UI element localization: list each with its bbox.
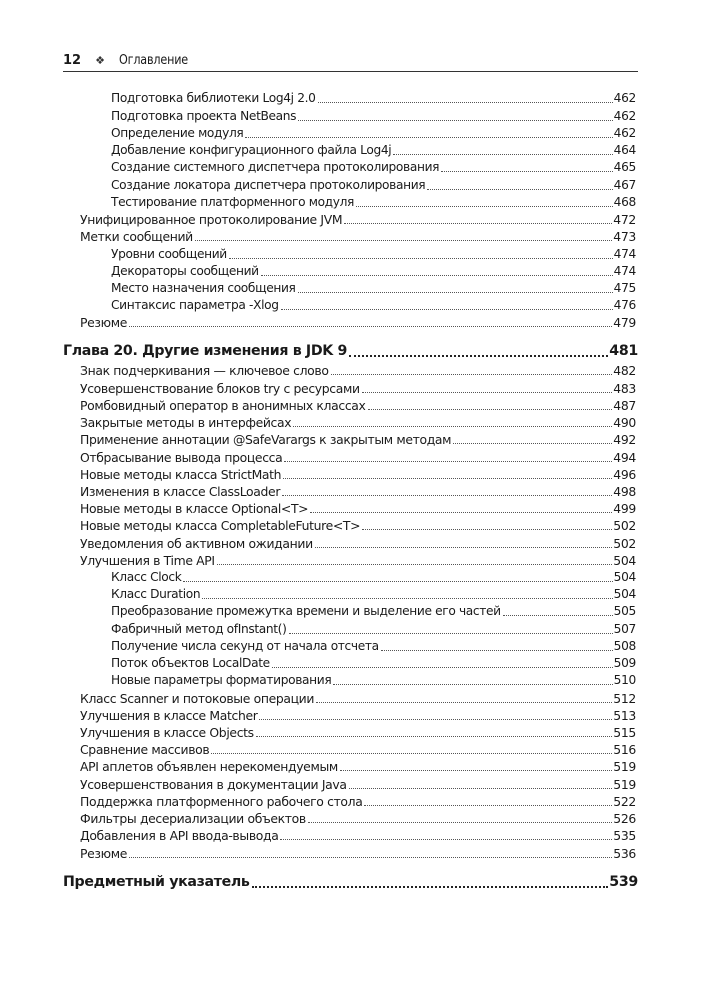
toc-entry-page: 522 [613,794,636,809]
dot-leader [282,495,612,496]
toc-entry-page: 475 [613,281,636,295]
toc-entry-title: Класс Scanner и потоковые операции [80,691,315,706]
header-rule [63,71,638,72]
toc-entry-page: 492 [613,432,636,447]
toc-entry-page: 472 [613,212,636,227]
toc-entry[interactable] [80,690,636,707]
toc-entry[interactable] [111,621,636,638]
toc-chapter-entry[interactable] [63,872,638,892]
toc-entry-title: Усовершенствование блоков try с ресурсами [80,381,360,396]
toc-entry-page: 481 [609,343,638,359]
toc-entry-page: 505 [613,604,636,618]
dot-leader [272,667,613,668]
toc-entry-title: Сравнение массивов [80,742,210,757]
dot-leader [293,426,612,427]
toc-entry[interactable] [80,707,636,724]
toc-entry-page: 536 [613,846,636,861]
toc-entry-title: Изменения в классе ClassLoader [80,484,281,499]
toc-entry[interactable] [111,672,636,689]
toc-entry-page: 462 [613,109,636,123]
toc-entry-title: Унифицированное протоколирование JVM [80,212,343,227]
dot-leader [318,102,613,103]
toc-entry-page: 468 [613,195,636,209]
toc-entry-title: Улучшения в классе Objects [80,725,254,740]
toc-entry-title: Подготовка библиотеки Log4j 2.0 [111,91,316,105]
dot-leader [283,478,612,479]
dot-leader [308,822,612,823]
toc-entry-page: 504 [613,570,636,584]
dot-leader [256,736,612,737]
dot-leader [217,564,613,565]
toc-entry-title: Закрытые методы в интерфейсах [80,415,292,430]
toc-chapter-entry[interactable] [63,341,638,361]
toc-entry-title: Глава 20. Другие изменения в JDK 9 [63,343,348,359]
toc-entry-title: Декораторы сообщений [111,264,259,278]
dot-leader [280,839,612,840]
toc-entry-title: Улучшения в Time API [80,553,215,568]
toc-entry-title: Знак подчеркивания — ключевое слово [80,363,329,378]
ornament-icon: ❖ [95,53,105,67]
dot-leader [298,120,612,121]
toc-entry-page: 483 [613,381,636,396]
toc-entry[interactable] [80,483,636,500]
dot-leader [356,206,613,207]
toc-entry[interactable] [80,380,636,397]
toc-entry-title: Определение модуля [111,126,244,140]
toc-entry-title: Метки сообщений [80,229,193,244]
dot-leader [344,223,612,224]
toc-entry-title: Улучшения в классе Matcher [80,708,258,723]
toc-entry[interactable] [80,776,636,793]
dot-leader [362,392,613,393]
toc-entry[interactable] [111,194,636,211]
dot-leader [229,258,613,259]
toc-entry-page: 535 [613,828,636,843]
toc-entry-page: 519 [613,777,636,792]
toc-entry-title: Новые методы класса StrictMath [80,467,282,482]
toc-entry[interactable] [80,552,636,569]
toc-entry[interactable] [80,517,636,534]
toc-entry-title: Тестирование платформенного модуля [111,195,355,209]
toc-entry-page: 502 [613,536,636,551]
toc-entry[interactable] [111,655,636,672]
toc-entry-title: Класс Duration [111,587,201,601]
dot-leader [245,137,612,138]
toc-entry[interactable] [111,297,636,314]
toc-entry-page: 490 [613,415,636,430]
toc-entry[interactable] [111,159,636,176]
dot-leader [381,650,613,651]
toc-entry[interactable] [80,741,636,758]
toc-entry-title: Место назначения сообщения [111,281,296,295]
dot-leader [453,443,612,444]
toc-entry[interactable] [80,314,636,331]
toc-entry-title: Класс Clock [111,570,182,584]
toc-entry[interactable] [80,466,636,483]
dot-leader [183,581,612,582]
toc-entry-page: 464 [613,143,636,157]
toc-entry-page: 499 [613,501,636,516]
dot-leader [427,189,612,190]
toc-entry-title: Поддержка платформенного рабочего стола [80,794,363,809]
toc-entry[interactable] [80,362,636,379]
dot-leader [441,171,612,172]
toc-entry[interactable] [80,845,636,862]
toc-entry[interactable] [80,211,636,228]
dot-leader [129,857,612,858]
toc-entry[interactable] [80,397,636,414]
toc-entry[interactable] [111,177,636,194]
toc-entry[interactable] [80,758,636,775]
dot-leader [349,788,613,789]
toc-entry-page: 515 [613,725,636,740]
toc-entry-title: Синтаксис параметра -Xlog [111,298,279,312]
toc-entry-page: 513 [613,708,636,723]
dot-leader [368,409,613,410]
toc-entry-page: 487 [613,398,636,413]
toc-entry-page: 509 [613,656,636,670]
toc-entry-page: 462 [613,126,636,140]
toc-entry-title: Поток объектов LocalDate [111,656,270,670]
toc-entry-page: 539 [609,874,638,890]
toc-entry[interactable] [111,263,636,280]
toc-entry-title: Подготовка проекта NetBeans [111,109,297,123]
dot-leader [202,598,612,599]
toc-entry[interactable] [111,569,636,586]
dot-leader [259,719,612,720]
dot-leader [310,512,612,513]
toc-entry-page: 519 [613,759,636,774]
toc-entry-title: Новые методы в классе Optional<T> [80,501,309,516]
toc-entry-page: 467 [613,178,636,192]
toc-entry-page: 512 [613,691,636,706]
toc-entry[interactable] [111,280,636,297]
toc-entry-title: Уровни сообщений [111,247,227,261]
toc-entry-page: 494 [613,450,636,465]
dot-leader [349,355,608,357]
dot-leader [340,770,612,771]
toc-entry-title: Отбрасывание вывода процесса [80,450,283,465]
toc-entry[interactable] [111,586,636,603]
dot-leader [315,547,612,548]
page-number: 12 [63,52,82,68]
toc-entry-title: Уведомления об активном ожидании [80,536,313,551]
toc-entry-page: 476 [613,298,636,312]
toc-entry[interactable] [111,638,636,655]
toc-entry-title: Усовершенствования в документации Java [80,777,347,792]
header-title: Оглавление [118,52,188,68]
toc-entry-page: 510 [613,673,636,687]
toc-entry[interactable] [80,449,636,466]
toc-entry[interactable] [111,90,636,107]
toc-entry[interactable] [80,431,636,448]
toc-entry-title: Создание локатора диспетчера протоколирования [111,178,426,192]
toc-entry[interactable] [111,246,636,263]
toc-entry-page: 462 [613,91,636,105]
toc-entry[interactable] [80,724,636,741]
toc-entry-page: 504 [613,587,636,601]
toc-entry[interactable] [80,827,636,844]
toc-entry-title: Применение аннотации @SafeVarargs к закрытым методам [80,432,452,447]
toc-entry-page: 516 [613,742,636,757]
toc-entry-page: 507 [613,622,636,636]
toc-entry-page: 482 [613,363,636,378]
dot-leader [211,753,612,754]
toc-entry-title: Ромбовидный оператор в анонимных классах [80,398,366,413]
running-header [63,50,638,70]
dot-leader [289,633,613,634]
toc-entry-page: 465 [613,160,636,174]
dot-leader [298,292,613,293]
toc-entry[interactable] [111,603,636,620]
toc-entry[interactable] [111,142,636,159]
dot-leader [362,529,612,530]
toc-entry[interactable] [80,414,636,431]
dot-leader [284,461,612,462]
toc-entry[interactable] [80,793,636,810]
dot-leader [393,154,612,155]
toc-entry[interactable] [80,810,636,827]
toc-entry-title: Получение числа секунд от начала отсчета [111,639,379,653]
dot-leader [195,240,612,241]
toc-entry-page: 496 [613,467,636,482]
toc-entry-page: 498 [613,484,636,499]
toc-entry[interactable] [80,500,636,517]
dot-leader [316,702,612,703]
dot-leader [364,805,612,806]
toc-entry-title: Добавления в API ввода-вывода [80,828,279,843]
toc-entry-title: Резюме [80,846,127,861]
toc-entry-page: 474 [613,247,636,261]
toc-entry[interactable] [111,125,636,142]
toc-entry-title: Новые методы класса CompletableFuture<T> [80,518,361,533]
toc-entry-page: 504 [613,553,636,568]
dot-leader [281,309,613,310]
toc-entry-page: 526 [613,811,636,826]
toc-entry-title: Добавление конфигурационного файла Log4j [111,143,392,157]
toc-entry-title: API аплетов объявлен нерекомендуемым [80,759,338,774]
dot-leader [503,615,613,616]
toc-entry-title: Фильтры десериализации объектов [80,811,306,826]
toc-entry[interactable] [111,108,636,125]
toc-entry-page: 502 [613,518,636,533]
toc-entry-page: 473 [613,229,636,244]
toc-entry[interactable] [80,535,636,552]
toc-entry-page: 479 [613,315,636,330]
dot-leader [333,684,612,685]
toc-entry-title: Создание системного диспетчера протоколирования [111,160,440,174]
dot-leader [129,326,612,327]
toc-entry-title: Преобразование промежутка времени и выделение его частей [111,604,501,618]
toc-entry-page: 508 [613,639,636,653]
toc-entry[interactable] [80,228,636,245]
dot-leader [261,275,613,276]
toc-entry-title: Резюме [80,315,127,330]
dot-leader [252,886,609,888]
toc-entry-title: Предметный указатель [63,874,250,890]
toc-entry-title: Новые параметры форматирования [111,673,332,687]
toc-entry-title: Фабричный метод ofInstant() [111,622,287,636]
dot-leader [331,374,613,375]
toc-entry-page: 474 [613,264,636,278]
